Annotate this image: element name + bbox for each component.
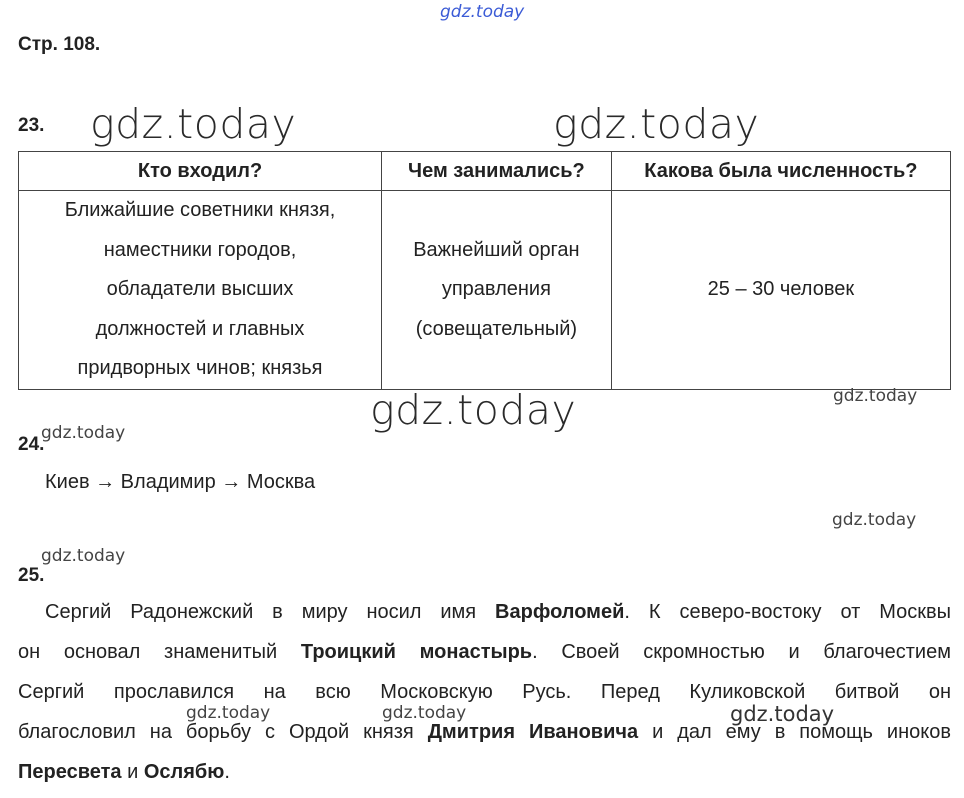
task-23-table — [18, 151, 951, 390]
cell-line: Ближайшие советники князя, — [64, 199, 336, 222]
watermark-large-2: gdz.today — [553, 100, 760, 148]
table-header-activity: Чем занимались? — [382, 152, 612, 191]
text-span: Сергий Радонежский в миру носил имя — [45, 601, 496, 623]
watermark-top: gdz.today — [440, 2, 525, 22]
table-cell-activity — [382, 191, 612, 390]
watermark-large-1: gdz.today — [90, 100, 297, 148]
paragraph-line-2 — [18, 641, 951, 664]
cell-line: обладатели высших — [106, 278, 294, 301]
paragraph-line-5 — [18, 761, 951, 784]
table-header-who: Кто входил? — [19, 152, 382, 191]
table-header-size: Какова была численность? — [611, 152, 950, 191]
watermark-large-3: gdz.today — [370, 386, 577, 434]
watermark-small-1: gdz.today — [833, 386, 918, 406]
watermark-medium: gdz.today — [730, 702, 835, 726]
cell-line: Важнейший орган — [413, 238, 580, 261]
bold-oslyabya: Ослябю — [143, 761, 225, 783]
task-24-text: Киев → Владимир → Москва — [45, 471, 316, 493]
text-span: благословил на борьбу с Ордой князя — [18, 721, 428, 743]
cell-line: (совещательный) — [415, 317, 578, 340]
bold-peresvet: Пересвета — [18, 761, 122, 783]
paragraph-line-4 — [18, 721, 951, 744]
watermark-small-4: gdz.today — [41, 546, 126, 566]
text-span: . Своей скромностью и благочестием — [532, 641, 951, 663]
cell-line: управления — [441, 278, 551, 301]
watermark-small-2: gdz.today — [41, 423, 126, 443]
cell-line: придворных чинов; князья — [77, 357, 323, 380]
text-span: . — [224, 761, 230, 783]
text-span: и дал ему в помощь иноков — [638, 721, 951, 743]
text-span: и — [121, 761, 144, 783]
table-row — [19, 191, 951, 390]
cell-line: должностей и главных — [95, 317, 305, 340]
table-header-row — [19, 152, 951, 191]
bold-troitsky-monastery: Троицкий монастырь — [300, 641, 533, 663]
task-24-number: 24. — [18, 434, 45, 455]
paragraph-line-1 — [18, 601, 951, 624]
table-cell-size — [611, 191, 950, 390]
watermark-small-6: gdz.today — [382, 703, 467, 723]
table-cell-who — [19, 191, 382, 390]
bold-dmitry-ivanovich: Дмитрия Ивановича — [427, 721, 639, 743]
cell-line: 25 – 30 человек — [707, 278, 855, 301]
text-span: . К северо-востоку от Москвы — [624, 601, 951, 623]
bold-name-varfolomey: Варфоломей — [495, 601, 625, 623]
watermark-small-5: gdz.today — [186, 703, 271, 723]
paragraph-line-3: Сергий прославился на всю Московскую Русь. Перед Куликовской битвой он — [18, 681, 951, 703]
page-number: Стр. 108. — [18, 34, 101, 55]
text-span: он основал знаменитый — [18, 641, 301, 663]
task-25-number: 25. — [18, 565, 45, 586]
cell-line: наместники городов, — [103, 238, 297, 261]
watermark-small-3: gdz.today — [832, 510, 917, 530]
task-23-number: 23. — [18, 115, 45, 136]
